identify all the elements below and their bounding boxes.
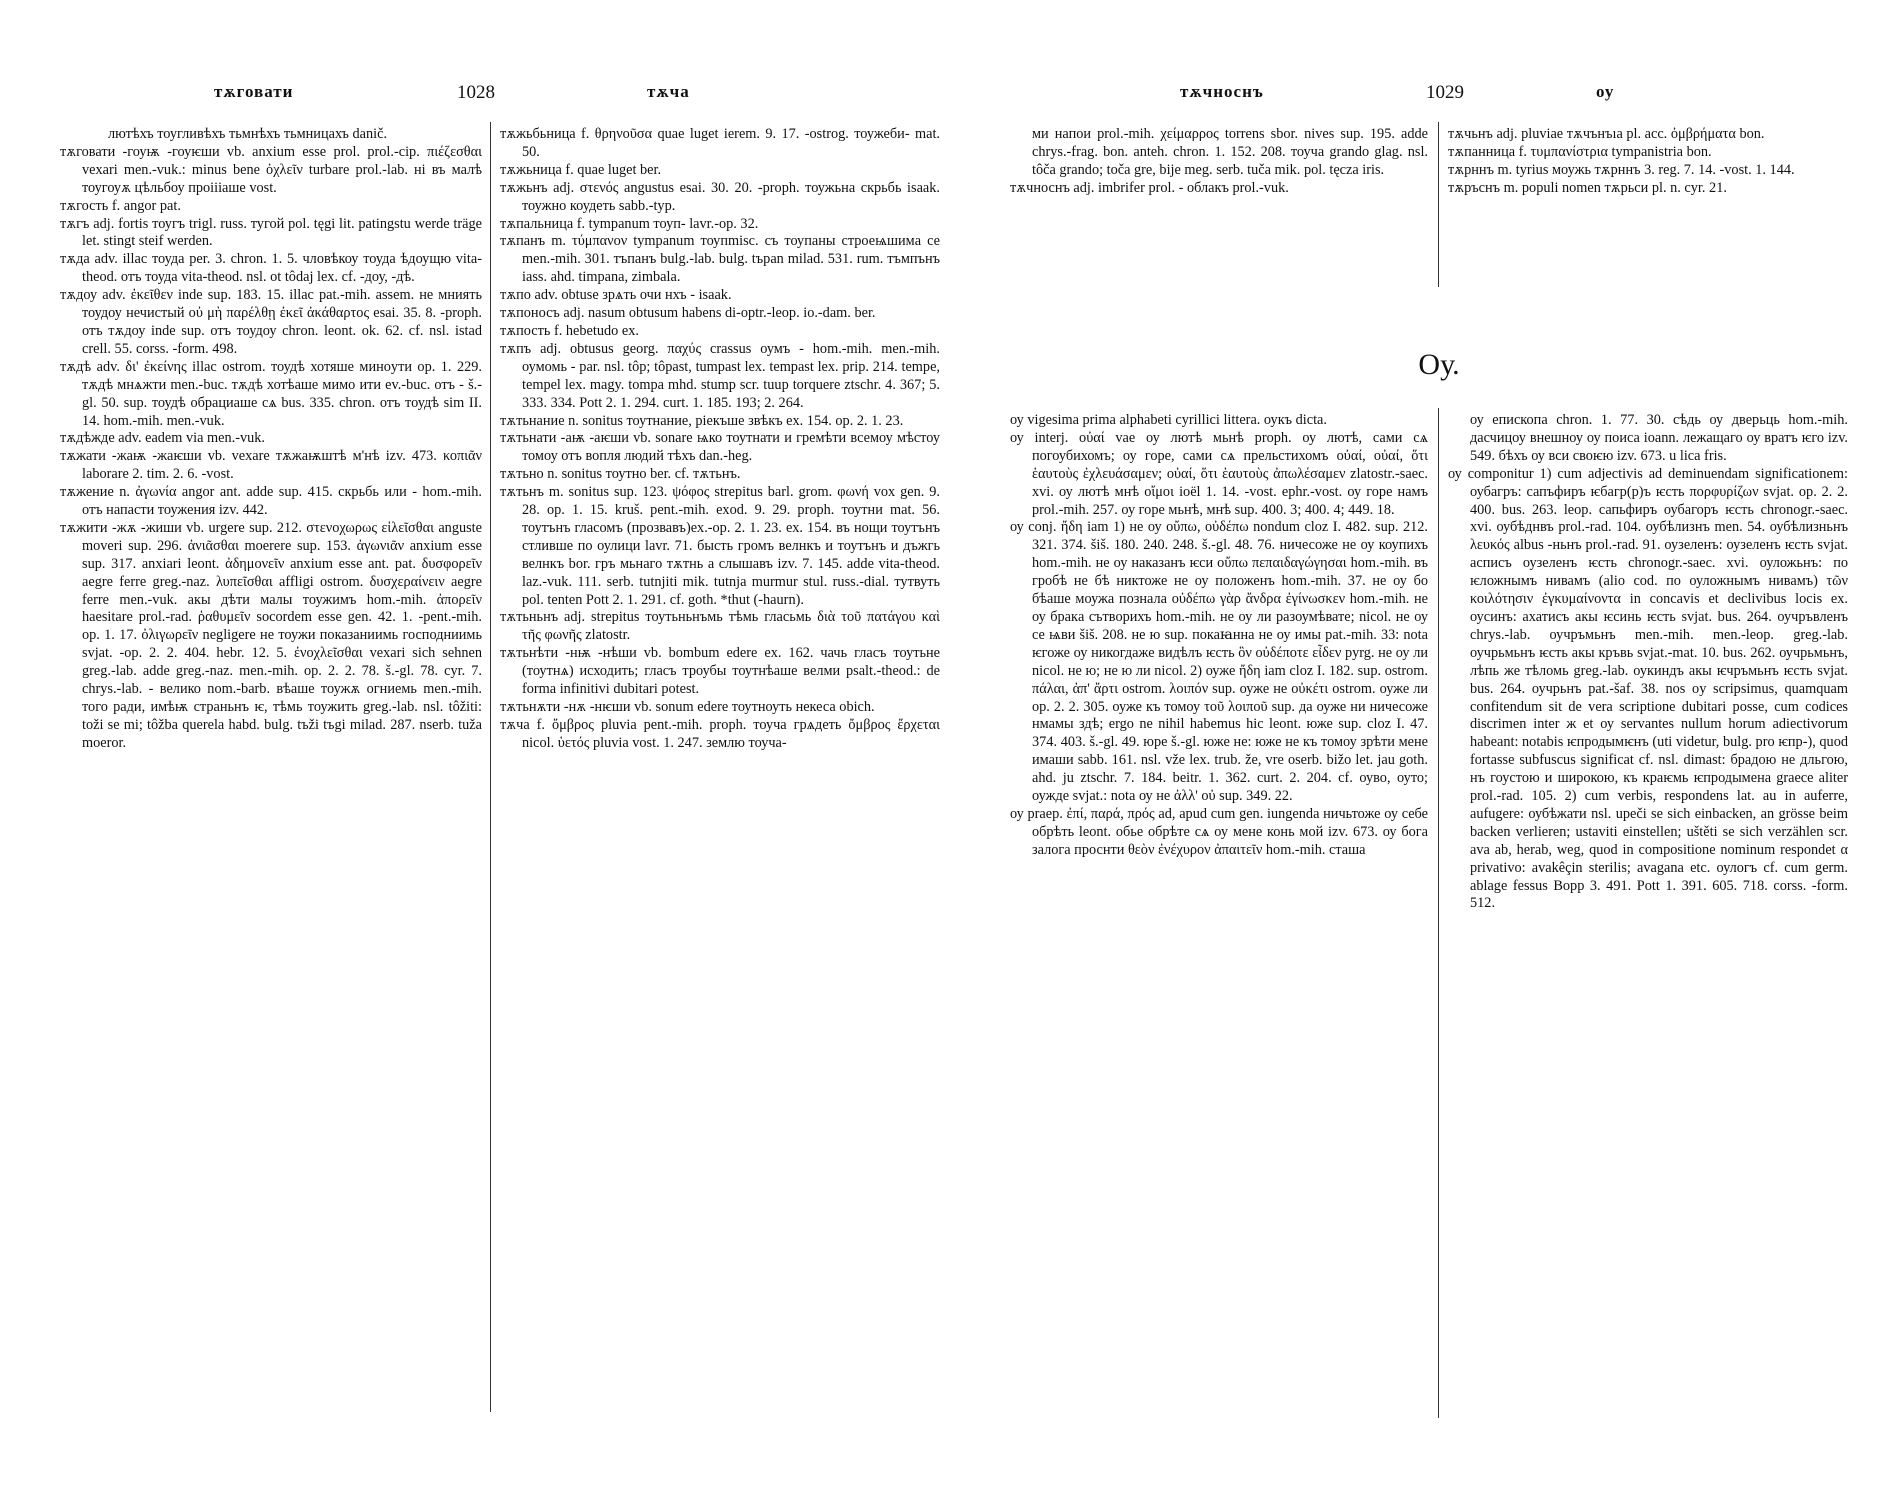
entry: тѫговати -гоуѭ -гоуѥши vb. anxium esse prol. prol.-cip. πιέζεσθαι vexari men.-vuk.: minus bene ὀχλεῖν turbare prol.-lab. ні въ малѣ тоугоуѫ цѣльбоу проiiiаше vost. bbox=[60, 143, 482, 196]
section-title: Оу. bbox=[1418, 348, 1460, 381]
entry: оу conj. ἤδη iam 1) не оу οὔπω, οὐδέπω nondum cloz I. 482. sup. 212. 321. 374. šiš. 180. 240. 248. š.-gl. 48. 76. ничесоже не оу коупихъ hom.-mih. не оу наказанъ ѥси οὔπω πεπαιδαγώγησαι hom.-mih. въ гробѣ не бѣ никтоже не оу положенъ hom.-mih. 37. не оу бо бѣаше моужа познала οὐδέπω γὰρ ἄνδρα ἐγίνωσκεν hom.-mih. не оу бракa сътворихъ hom.-mih. не оу ли разоумѣвате; nicol. не оу се ѩви šiš. 208. не ю sup. покаꙗнна не оу имы pat.-mih. 33: nota ѥгоже оу никогдаже видѣлъ ѥсть ὃν οὐδέποτε εἶδεν pyrg. не оу ли nicol. не ю; не ю ли nicol. 2) оуже ἤδη iam cloz I. 182. sup. ostrom. πάλαι, ἀπ' ἄρτι ostrom. λοιπόν sup. оуже не οὐκέτι ostrom. оуже ли op. 2. 2. 305. оуже къ томоу τοῦ λοιποῦ sup. да оуже ни ничесоже нмамы здѣ; ergo ne nihil habemus hic leont. юже sup. cloz I. 47. 374. 403. š.-gl. 49. юре š.-gl. юже не: юже не къ томоу зрѣти мене имаши sabb. 161. nsl. vže lex. trub. že, vre oserb. bižo let. jau goth. ahd. ju ztschr. 7. 184. beitr. 1. 362. curt. 2. 204. cf. оуво, оуто; оужде svjat.: nota оу не ἀλλ' οὐ sup. 349. 22. bbox=[1010, 519, 1428, 805]
column-2 bbox=[500, 126, 940, 753]
header-last-word: оу bbox=[1596, 82, 1615, 101]
column-1 bbox=[1010, 412, 1428, 860]
entry: оу praep. ἐπί, παρά, πρός ad, apud cum gen. iungenda ничьтоже оу себе обрѣть leont. обье обрѣте сѧ оу мене конь мой izv. 673. оу бога залога проснти θεὸν ἐνέχυρον ἀπαιτεῖν hom.-mih. сташа bbox=[1010, 805, 1428, 858]
entry: тѫдѣ adv. δι' ἐκείνης illac ostrom. тоудѣ хотяше минoути op. 1. 229. тѫдѣ мнѧжти men.-buc. тѫдѣ хотѣаше мимо ити ev.-buc. отъ - š.-gl. 50. sup. тоудѣ обрациаше сѧ bus. 335. chron. отъ тоудѣ sim II. 14. hom.-mih. men.-vuk. bbox=[60, 358, 482, 429]
column-2-top bbox=[1448, 126, 1848, 198]
entry: лютѣхъ тоугливѣхъ тьмнѣхъ тьмницахъ danič. bbox=[108, 126, 388, 142]
entry: тѫпо adv. obtuse зрѧть очи нхъ - isaak. bbox=[500, 287, 732, 304]
entry: тѫрннъ m. tyrius моужь тѫрннъ 3. reg. 7. 14. -vost. 1. 144. bbox=[1448, 161, 1795, 178]
entry: тѫча f. ὄμβρος pluvia pent.-mih. proph. тоуча грѧдеть ὄμβρος ἔρχεται nicol. ὑετός pluvia vost. 1. 247. землю тоуча- bbox=[500, 716, 940, 751]
page-number: 1028 bbox=[457, 82, 495, 103]
column-1 bbox=[60, 126, 482, 753]
entry: оу vigesima prima alphabeti cyrillici littera. оукъ dicta. bbox=[1010, 412, 1327, 428]
entry: тѫжение n. ἀγωνία angor ant. adde sup. 415. скрьбь или - hom.-mih. отъ напасти тоужения izv. 442. bbox=[60, 484, 482, 519]
column-rule bbox=[1438, 408, 1439, 1418]
header-last-word: тѫча bbox=[647, 82, 690, 101]
entry: тѫпость f. hebetudo ex. bbox=[500, 322, 639, 339]
entry: тѫдѣжде adv. eadem via men.-vuk. bbox=[60, 430, 265, 447]
entry: тѫжьнъ adj. στενός angustus esai. 30. 20. -proph. тоужьна скрьбь isaak. тоужно коудеть sabb.-typ. bbox=[500, 179, 940, 214]
entry: тѫтьно n. sonitus тоутно ber. cf. тѫтьнъ. bbox=[500, 466, 741, 483]
column-rule bbox=[490, 122, 491, 1412]
entry: оу componitur 1) cum adjectivis ad deminuendam significationem: оубагръ: сапъфиръ ѥбагр(р)ъ ѥсть πορφυρίζων svjat. op. 2. 2. 400. bus. 263. leop. сапьфиръ оубагоръ ѥсть chronogr.-saec. xvi. оубѣднвъ prol.-rad. 104. оубѣлизнъ men. 54. оубѣлизньнъ λευκός albus -ньнъ prol.-rad. 91. оузеленъ: оузеленъ ѥсть svjat. асписъ оузеленъ ѥсть chronogr.-saec. xvi. оуложьнъ: по ѥложнымъ нивамъ (alio cod. по оуложнымъ нивамъ) τῶν κοιλότησιν ἐγκυμαίνοντα in concavis et declivibus locis ex. оусинъ: ахатисъ акы ѥсинь ѥсть svjat. bus. 264. оучръвленъ chrys.-lab. оучръмьнъ men.-mih. men.-leop. greg.-lab. оучрьмьнъ ѥсть акы кръвь svjat.-mat. 10. bus. 262. оучрьмьнъ, лѣпь же тѣломь greg.-lab. оукиндъ акы ѥчръмьнъ ѥсть svjat. bus. 264. оучрьнъ pat.-šaf. 38. nos oy scripsimus, quamquam confitendum sit de vera scriptione dubitari posse, cum codices discrimen inter ж et оу servantes nullum horum adiectivorum habeant: notabis ѥпродымѥнъ (uti videtur, bulg. pro ѥпр-), quod fortasse subfuscus significat cf. nsl. dimast: брадою не дльгою, нъ гоустою и широкою, къ краѥмь ѥпродымена graece aliter prol.-rad. 105. 2) cum verbis, respondens lat. au in auferre, aufugere: оубѣжати nsl. upeči se sich einbacken, an grösse beim backen verlieren; ustaviti einstellen; uštěti se sich verzählen scr. ava ab, herab, weg, quod in compositione nominum respondet α privativo: avakêçin sterilis; avagana etc. оулогъ cf. cum germ. ablage fessus Bopp 3. 491. Pott 1. 391. 605. 718. corss. -form. 512. bbox=[1448, 465, 1848, 912]
entry: тѫтьнѣти -нѭ -нѣши vb. bombum edere ex. 162. чачь гласъ тоутьне (тоутнѧ) исходить; гласъ троубы тоутнѣаше велми psalt.-theod.: de forma infinitivi dubitari potest. bbox=[500, 645, 940, 698]
entry: тѫпанъ m. τύμπανον tympanum тоупmisc. съ тоупаны строеѩшимa се men.-mih. 301. тъпанъ bulg.-lab. bulg. tъpan milad. 531. rum. тъмпънъ iass. ahd. timpana, zimbala. bbox=[500, 233, 940, 286]
entry: тѫжити -жѫ -жиши vb. urgere sup. 212. στενοχωρως εἰλεῖσθαι anguste moveri sup. 296. ἀνιᾶσθαι moerere sup. 153. ἀγωνιᾶν anxium esse sup. 317. anxiari leont. ἀδημονεῖν anxium esse ant. pat. δυσφορεῖν aegre ferre greg.-naz. λυπεῖσθαι affligi ostrom. δυσχεραίνειν aegre ferre men.-vuk. акы дѣти малы тоужимъ hom.-mih. ἀπορεῖν haesitare prol.-rad. ῥαθυμεῖν socordem esse gen. 42. 1. -pent.-mih. op. 1. 17. ὀλιγωρεῖν negligere не тоужи показаниимь господниимь svjat. -op. 2. 2. 404. hebr. 12. 5. ἐνοχλεῖσθαι vexari sich sehnen greg.-lab. adde greg.-naz. men.-mih. op. 2. 2. 78. š.-gl. 78. cyr. 7. chrys.-lab. - велико nom.-barb. вѣаше тоужѫ огниемь men.-mih. того ради, имѣѭ страньнъ ѥ, тѣмь тоужить greg.-lab. nsl. tôžiti: toži se mi; tôžba querela habd. bulg. tъži tъgi milad. 287. nserb. tuža moeror. bbox=[60, 519, 482, 751]
column-1-top bbox=[1010, 126, 1428, 198]
entry: тѫтьнъ m. sonitus sup. 123. ψόφος strepitus barl. grom. φωνή vox gen. 9. 28. op. 1. 15. kruš. pent.-mih. exod. 9. 29. proph. тоутни mat. 56. тоутънъ гласомъ (прозвавъ)ex.-op. 2. 1. 23. ex. 154. въ нощи тоутънъ стливше по оулици lavr. 71. бысть громъ велнкъ и тоутънъ и дъжгь велнкъ bor. гръ мьнаго тѫтнь а слышавъ izv. 7. 145. adde vita-theod. laz.-vuk. 111. serb. tutnjiti mik. tutnja murmur stul. russ.-dial. тутвуть pol. tenten Pott 2. 1. 291. cf. goth. *thut (-haurn). bbox=[500, 484, 940, 608]
entry: тѫпанница f. τυμπανίστρια tympanistria bon. bbox=[1448, 143, 1712, 160]
entry: тѫжати -жаѭ -жаѥши vb. vexare тѫжаѭштѣ м'нѣ izv. 473. κοπιᾶν laborare 2. tim. 2. 6. -vost. bbox=[60, 448, 482, 483]
entry: тѫтьнѫти -нѫ -нѥши vb. sonum edere тоутноуть некеса obich. bbox=[500, 699, 875, 715]
header-first-word: тѫчноснъ bbox=[1180, 82, 1264, 101]
entry: тѫгость f. angor pat. bbox=[60, 197, 181, 214]
entry: тѫпальница f. tympanum тоуп- lavr.-op. 32. bbox=[500, 215, 759, 232]
entry: оу епископа chron. 1. 77. 30. сѣдь оу дверьць hom.-mih. дасчицоу внешноу оу поиса ioann. лежащаго оу вратъ ѥго izv. 549. бѣхъ оу вси своѥю izv. 673. u lica fris. bbox=[1470, 412, 1848, 464]
column-rule-top bbox=[1438, 122, 1439, 287]
entry: тѫтьнати -аѭ -аѥши vb. sonare ѩко тоутнати и гремѣти всемоу мѣстоу томоу отъ вопля людий тѣхъ dan.-heg. bbox=[500, 430, 940, 465]
entry: тѫда adv. illac тоуда per. 3. chron. 1. 5. чловѣкоу тоуда ѣдоущю vita-theod. отъ тоуда vita-theod. nsl. ot tôdaj lex. cf. -доу, -дѣ. bbox=[60, 251, 482, 286]
left-page bbox=[60, 0, 940, 1500]
entry: тѫжьбьница f. θρηνοῦσα quae luget ierem. 9. 17. -ostrog. тоужеби- mat. 50. bbox=[500, 126, 940, 160]
column-2 bbox=[1448, 412, 1848, 913]
entry: тѫжьница f. quae luget ber. bbox=[500, 161, 662, 178]
entry: тѫпоносъ adj. nasum obtusum habens di-optr.-leop. io.-dam. ber. bbox=[500, 305, 876, 322]
entry: тѫръснъ m. populi nomen тѫрьси pl. n. cyr. 21. bbox=[1448, 179, 1727, 196]
entry: тѫчьнъ adj. pluviae тѫчънъıа pl. acc. ὀμβρήματα bon. bbox=[1448, 126, 1765, 142]
page-number: 1029 bbox=[1426, 82, 1464, 103]
header-first-word: тѫговати bbox=[214, 82, 294, 101]
entry: тѫдоу adv. ἐκεῖθεν inde sup. 183. 15. illac pat.-mih. assem. нe мниять тоудоу нечистый οὐ μὴ παρέλθῃ ἐκεῖ ἀκάθαρτος esai. 35. 8. -proph. отъ тѫдоу inde sup. отъ тоудоу chron. leont. ok. 62. cf. nsl. istad crell. 55. corss. -form. 498. bbox=[60, 287, 482, 357]
entry: тѫтьнание n. sonitus тоутнание, ріекъше звѣкъ ex. 154. op. 2. 1. 23. bbox=[500, 412, 904, 429]
entry: тѫчноснъ adj. imbrifer prol. - облакъ prol.-vuk. bbox=[1010, 179, 1289, 196]
entry: тѫтьньнъ adj. strepitus тоутьньнъмь тѣмь гласьмь διὰ τοῦ πατάγου καὶ τῆς φωνῆς zlatostr. bbox=[500, 609, 940, 644]
entry: ми напои prol.-mih. χείμαρρος torrens sbor. nives sup. 195. adde chrys.-frag. bon. anteh. chron. 1. 152. 208. тоуча grando glag. nsl. tôča grando; toča gre, bije meg. serb. tuča mik. pol. tęcza iris. bbox=[1032, 126, 1428, 178]
entry: тѫпъ adj. obtusus georg. παχύς crassus оумъ - hom.-mih. men.-mih. оумомь - par. nsl. tôp; tôpast, tumpast lex. tempast lex. prip. 214. tempe, tempel lex. magy. tompa mhd. stump scr. tuup torquere ztschr. 4. 367; 5. 333. 334. Pott 2. 1. 294. curt. 1. 185. 193; 2. 264. bbox=[500, 340, 940, 411]
running-head bbox=[60, 82, 900, 106]
entry: оу interj. οὐαί vae оу лютѣ мьнѣ proph. оу лютѣ, сами сѧ погоубихомъ; оу горе, сами сѧ прельстихомъ οὐαί, οὐαί, ὅτι ἑαυτοὺς ἐχλευάσαμεν; οὐαί, ὅτι ἑαυτοὺς ἀπωλέσαμεν zlatostr.-saec. xvi. оу лютѣ мнѣ οἴμοι ioël 1. 14. -vost. ephr.-vost. оу горе намъ prol.-mih. 257. оу горе мьнѣ, мнѣ sup. 400. 3; 400. 4; 449. 18. bbox=[1010, 429, 1428, 518]
right-page bbox=[1010, 0, 1850, 1500]
entry: тѫгъ adj. fortis тоугъ trigl. russ. тугой pol. tęgi lit. patingstu werde träge let. stingt steif werden. bbox=[60, 215, 482, 250]
running-head bbox=[1010, 82, 1850, 106]
